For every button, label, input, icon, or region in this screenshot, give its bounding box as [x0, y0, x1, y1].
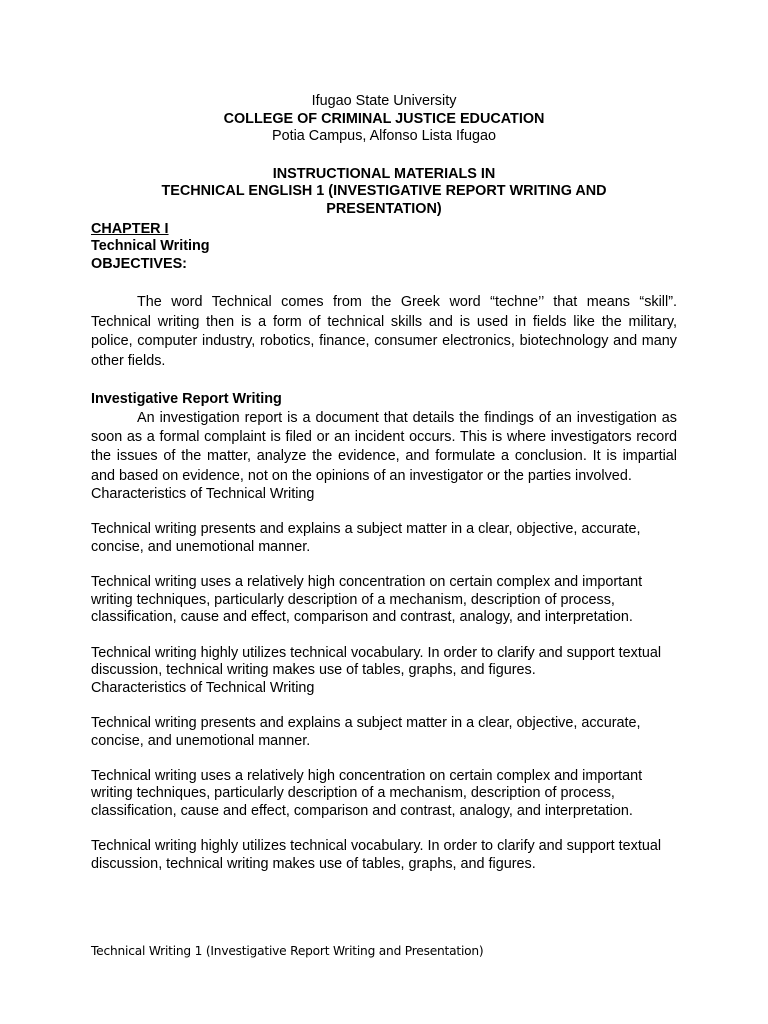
header-campus: Potia Campus, Alfonso Lista Ifugao	[272, 128, 496, 145]
characteristics-paragraph: Technical writing highly utilizes technical vocabulary. In order to clarify and support textual discussion, technical writing makes use of tables, graphs, and figures.	[91, 838, 662, 872]
page-footer: Technical Writing 1 (Investigative Report Writing and Presentation)	[91, 944, 484, 958]
spacer	[91, 627, 677, 645]
document-body	[91, 93, 677, 873]
chapter-topic: Technical Writing	[91, 238, 210, 255]
characteristics-paragraph: Technical writing uses a relatively high concentration on certain complex and important writing techniques, particularly description of a mechanism, description of process, classification, cause and effect, comparison and contrast, analogy, and interpretation.	[91, 574, 643, 626]
characteristics-heading: Characteristics of Technical Writing	[91, 679, 315, 696]
characteristics-paragraph: Technical writing uses a relatively high concentration on certain complex and important writing techniques, particularly description of a mechanism, description of process, classification, cause and effect, comparison and contrast, analogy, and interpretation.	[91, 767, 643, 819]
objectives-label: OBJECTIVES:	[91, 255, 187, 272]
intro-paragraph: The word Technical comes from the Greek word “techne’’ that means “skill”. Technical writing then is a form of technical skills and is used in fields like the military, police, computer industry, robotics, finance, consumer electronics, biotechnology and many other fields.	[91, 294, 677, 369]
characteristics-paragraph: Technical writing presents and explains a subject matter in a clear, objective, accurate, concise, and unemotional manner.	[91, 714, 641, 749]
header-college: COLLEGE OF CRIMINAL JUSTICE EDUCATION	[223, 110, 545, 127]
spacer	[91, 697, 677, 715]
spacer	[91, 273, 677, 293]
header-university: Ifugao State University	[311, 93, 457, 109]
title-line-1: INSTRUCTIONAL MATERIALS IN	[272, 165, 496, 182]
characteristics-paragraph: Technical writing presents and explains a subject matter in a clear, objective, accurate, concise, and unemotional manner.	[91, 521, 641, 555]
spacer	[91, 504, 677, 522]
spacer	[91, 371, 677, 391]
investigative-heading: Investigative Report Writing	[91, 390, 282, 407]
spacer	[91, 146, 677, 166]
spacer	[91, 750, 677, 768]
spacer	[91, 557, 677, 575]
chapter-label: CHAPTER I	[91, 220, 169, 237]
spacer	[91, 820, 677, 838]
characteristics-paragraph: Technical writing highly utilizes technical vocabulary. In order to clarify and support textual discussion, technical writing makes use of tables, graphs, and figures.	[91, 644, 662, 679]
title-line-2: TECHNICAL ENGLISH 1 (INVESTIGATIVE REPORT WRITING AND PRESENTATION)	[161, 183, 607, 217]
investigative-paragraph: An investigation report is a document that details the findings of an investigation as soon as a formal complaint is filed or an incident occurs. This is where investigators record the issues of the matter, analyze the evidence, and formulate a conclusion. It is impartial and based on evidence, not on the opinions of an investigator or the parties involved.	[91, 409, 677, 484]
characteristics-heading: Characteristics of Technical Writing	[91, 486, 315, 503]
